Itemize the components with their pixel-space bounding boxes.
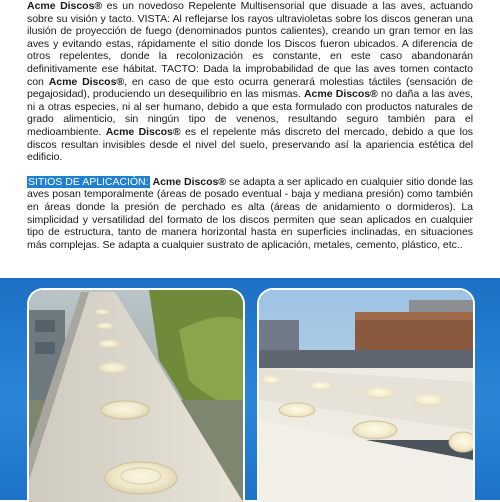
application-paragraph [27, 176, 473, 252]
brand-name: Acme Discos® [303, 88, 378, 101]
application-heading: SITIOS DE APLICACIÓN: [28, 175, 149, 188]
intro-paragraph [27, 0, 473, 164]
brand-name: Acme Discos® [105, 125, 181, 138]
ledge-illustration-right [259, 290, 473, 502]
ledge-photo-right [257, 288, 475, 502]
intro-text-3: no daña a las aves, ni a otras especies, ni al ser humano, debido a que esta formulado con productos naturales de grado alimenticio, sin ningún tipo de venenos, resultando seguro también para el medioambiente. [27, 88, 473, 138]
brand-name: Acme Discos® [48, 75, 125, 88]
application-text: se adapta a ser aplicado en cualquier sitio donde las aves posan temporalmente (áreas de posado eventual - baja y mediana presión) como también en áreas donde la presión de perchado es alta (áreas de anidamiento o dormideros). La simplicidad y versatilidad del formato de los discos permiten que sean aplicados en cualquier tipo de estructura, tanto de manera horizontal hasta en superficies inclinadas, en situaciones más complejas. Se adapta a cualquier sustrato de aplicación, metales, cemento, plástico, etc.. [27, 175, 474, 251]
ledge-illustration-left [29, 290, 243, 502]
intro-text-1: es un novedoso Repelente Multisensorial que disuade a las aves, actuando sobre su visión y tacto. VISTA: Al reflejarse los rayos ultravioletas sobre los discos generan una ilusión de proyección de fuego (denominados puntos calientes), creando un gran temor en las aves y evitando estas, rápidamente el sitio donde los Discos fueron ubicados. A diferencia de otros repelentes, donde la recolonización es constante, en este caso abandonarán definitivamente ese hábitat. TACTO: Dada la improbabilidad de que las aves tomen contacto con [27, 0, 473, 88]
brand-name: Acme Discos® [27, 0, 103, 12]
description-text [27, 0, 473, 251]
intro-text-2: , en caso de que esto ocurra generará molestias táctiles (sensación de pegajosidad), produciendo un desequilibrio en las mismas. [27, 75, 473, 101]
intro-text-4: es el repelente más discreto del mercado, debido a que los discos resultan invisibles desde el nivel del suelo, preservando así la apariencia estética del edificio. [27, 125, 473, 164]
photo-band [0, 278, 500, 500]
ledge-photo-left [27, 288, 245, 502]
brand-name: Acme Discos® [152, 175, 227, 188]
